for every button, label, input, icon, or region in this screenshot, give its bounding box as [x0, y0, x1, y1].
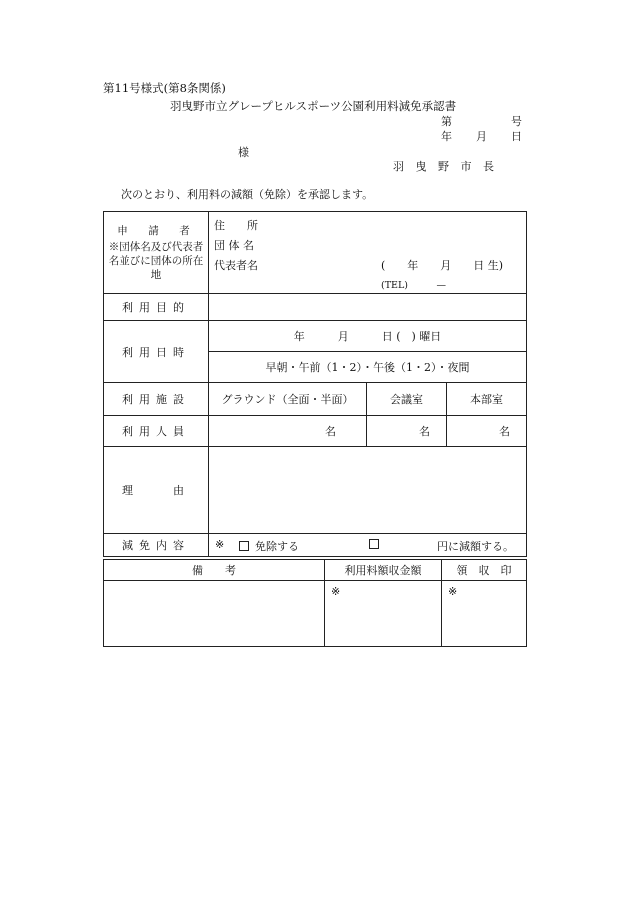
rep-label: 代表者名: [214, 259, 258, 272]
people-meeting: 名: [367, 416, 447, 447]
intro-text: 次のとおり、利用料の減額（免除）を承認します。: [121, 188, 374, 201]
applicant-row: [104, 212, 527, 294]
datetime-label: 利用日時: [104, 321, 209, 383]
reduce-checkbox-wrap[interactable]: [365, 538, 385, 551]
facility-hq: 本部室: [447, 383, 527, 416]
number-suffix: 号: [511, 115, 522, 128]
address-label: 住 所: [214, 219, 258, 232]
exempt-option[interactable]: [235, 538, 299, 554]
document-title: 羽曳野市立グレープヒルスポーツ公園利用料減免承認書: [170, 99, 457, 113]
reason-label: 理 由: [104, 447, 209, 534]
fee-mark: ※: [325, 581, 442, 647]
date-year: 年: [441, 130, 452, 143]
purpose-label: 利用目的: [104, 294, 209, 321]
form-number: 第11号様式(第8条関係): [103, 81, 226, 95]
facility-ground: グラウンド（全面・半面）: [209, 383, 367, 416]
remarks-value: [104, 581, 325, 647]
reduce-checkbox[interactable]: [369, 539, 379, 549]
fee-header: 利用料額収金額: [325, 560, 442, 581]
applicant-note: ※団体名及び代表者名並びに団体の所在地: [108, 240, 204, 281]
people-hq: 名: [447, 416, 527, 447]
bottom-table: [103, 559, 527, 647]
people-label: 利用人員: [104, 416, 209, 447]
reduce-text: 円に減額する。: [437, 540, 514, 553]
date-month: 月: [476, 130, 487, 143]
receipt-header: 領 収 印: [442, 560, 527, 581]
remarks-header: 備 考: [104, 560, 325, 581]
purpose-value: [209, 294, 527, 321]
birth-date: ( 年 月 日 生): [381, 259, 504, 272]
facility-meeting: 会議室: [367, 383, 447, 416]
number-prefix: 第: [441, 115, 452, 128]
applicant-label: 申 請 者: [117, 224, 195, 237]
group-label: 団 体 名: [214, 239, 254, 252]
tel: (TEL) —: [381, 280, 446, 291]
reduction-mark: ※: [215, 538, 225, 551]
people-ground: 名: [209, 416, 367, 447]
issuer: 羽 曳 野 市 長: [393, 160, 498, 173]
receipt-mark: ※: [442, 581, 527, 647]
reduction-label: 減免内容: [104, 534, 209, 557]
exempt-text: 免除する: [255, 540, 299, 553]
date-day: 日: [511, 130, 522, 143]
datetime-date: 年 月 日 ( ) 曜日: [209, 321, 527, 352]
reason-value: [209, 447, 527, 534]
addressee: 様: [238, 146, 249, 159]
form-table: [103, 211, 527, 557]
facility-label: 利用施設: [104, 383, 209, 416]
exempt-checkbox[interactable]: [239, 541, 249, 551]
datetime-slots: 早朝・午前（1・2）・午後（1・2）・夜間: [209, 352, 527, 383]
